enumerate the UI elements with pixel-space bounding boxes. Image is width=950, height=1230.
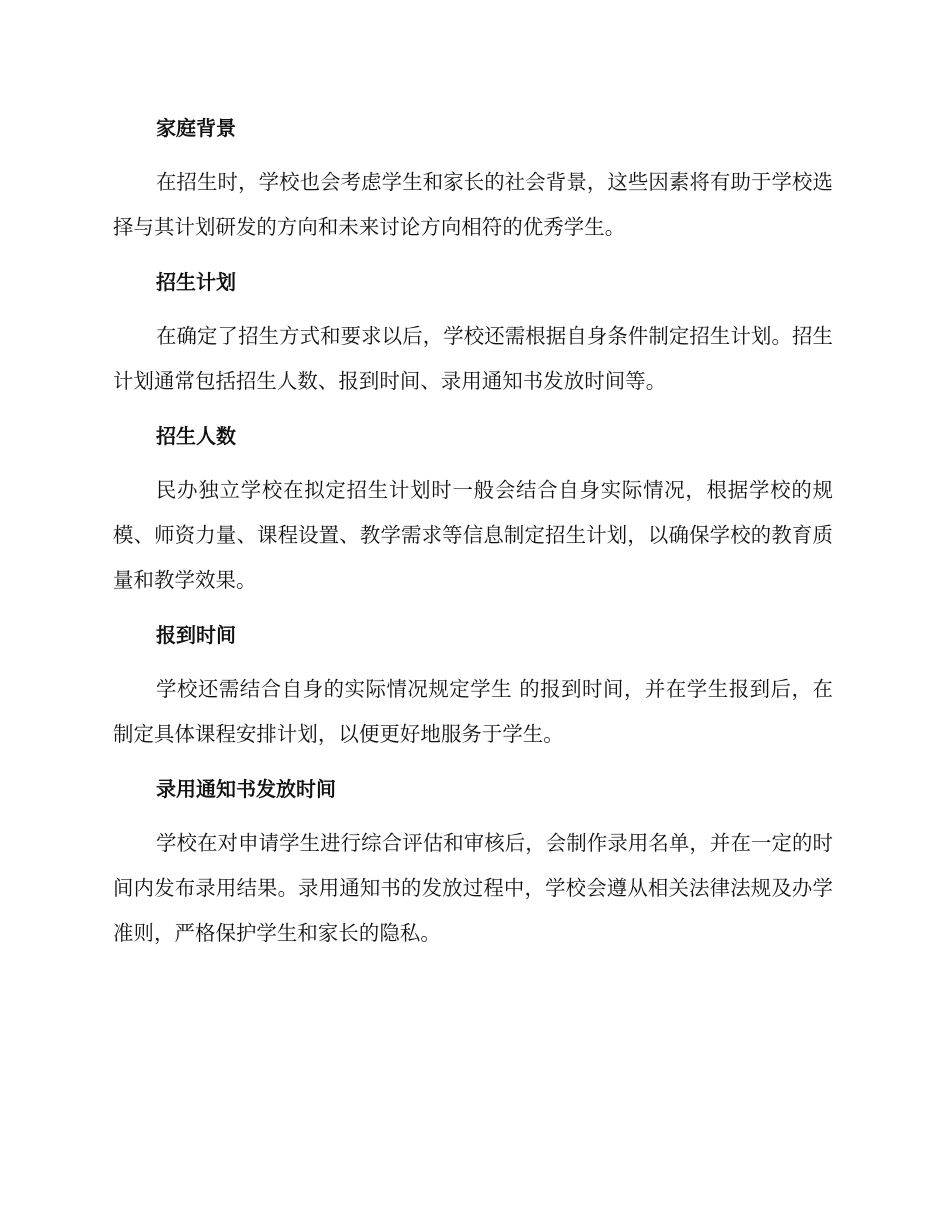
section-admission-notice-time [113, 771, 833, 956]
section-heading: 招生人数 [156, 424, 236, 448]
section-paragraph: 在确定了招生方式和要求以后，学校还需根据自身条件制定招生计划。招生计划通常包括招生人数、报到时间、录用通知书发放时间等。 [113, 324, 833, 393]
section-paragraph: 在招生时，学校也会考虑学生和家长的社会背景，这些因素将有助于学校选择与其计划研发的方向和未来讨论方向相符的优秀学生。 [113, 170, 833, 239]
section-heading: 招生计划 [156, 270, 236, 294]
section-paragraph: 学校还需结合自身的实际情况规定学生 的报到时间，并在学生报到后，在制定具体课程安排计划，以便更好地服务于学生。 [113, 677, 833, 746]
section-enrollment-plan [113, 264, 833, 404]
section-registration-time [113, 617, 833, 757]
section-heading: 报到时间 [156, 623, 236, 647]
section-heading: 录用通知书发放时间 [156, 777, 336, 801]
section-family-background [113, 110, 833, 250]
document-body [113, 110, 833, 970]
section-paragraph: 学校在对申请学生进行综合评估和审核后，会制作录用名单，并在一定的时间内发布录用结果。录用通知书的发放过程中，学校会遵从相关法律法规及办学准则，严格保护学生和家长的隐私。 [113, 831, 833, 945]
section-enrollment-number [113, 418, 833, 603]
section-heading: 家庭背景 [156, 116, 236, 140]
section-paragraph: 民办独立学校在拟定招生计划时一般会结合自身实际情况，根据学校的规模、师资力量、课程设置、教学需求等信息制定招生计划，以确保学校的教育质量和教学效果。 [113, 478, 833, 592]
